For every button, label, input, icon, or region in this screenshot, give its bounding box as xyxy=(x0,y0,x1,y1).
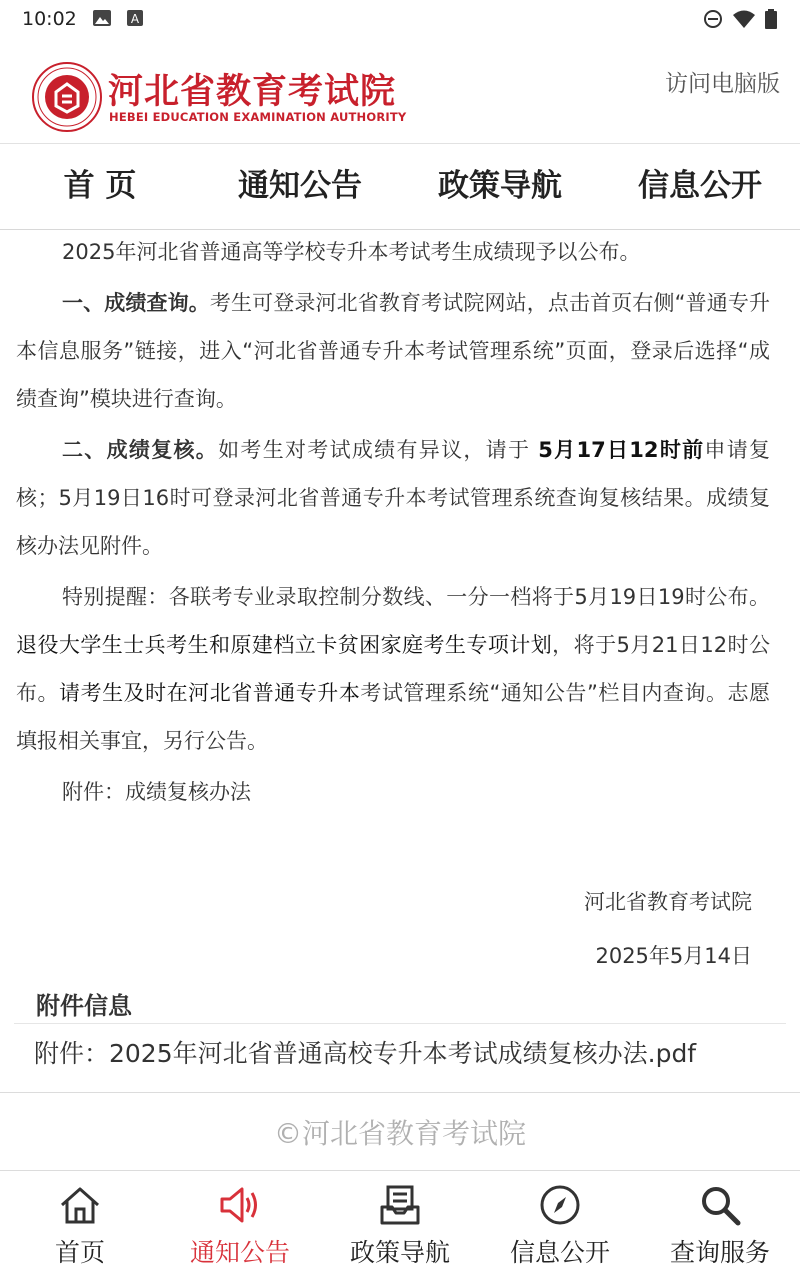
svg-text:A: A xyxy=(130,12,140,26)
article-signature: 河北省教育考试院 xyxy=(584,890,752,914)
attachments-title: 附件信息 xyxy=(36,992,132,1020)
top-nav-info[interactable]: 信息公开 xyxy=(638,168,762,204)
tab-policy[interactable] xyxy=(320,1171,480,1280)
tab-label: 查询服务 xyxy=(669,1238,770,1267)
reminder-text: 特别提醒：各联考专业录取控制分数线、一分一档将于5月19日19时公布。 xyxy=(62,585,770,609)
top-nav-policy[interactable]: 政策导航 xyxy=(438,168,562,204)
logo-emblem-icon[interactable] xyxy=(32,62,102,132)
top-nav xyxy=(0,144,800,230)
home-icon xyxy=(58,1183,102,1227)
tab-label: 信息公开 xyxy=(509,1238,610,1267)
reminder-text: 请考生及时在河北省普通专升本 xyxy=(59,681,361,705)
tab-label: 通知公告 xyxy=(189,1238,290,1267)
top-nav-notices[interactable]: 通知公告 xyxy=(238,168,362,204)
do-not-disturb-icon xyxy=(702,9,724,29)
site-header xyxy=(0,36,800,144)
article-attachment-note: 附件：成绩复核办法 xyxy=(62,780,251,804)
compass-icon xyxy=(538,1183,582,1227)
search-icon xyxy=(698,1183,742,1227)
tab-label: 首页 xyxy=(54,1238,105,1267)
status-time: 10:02 xyxy=(22,8,77,30)
article-body xyxy=(16,228,770,819)
section-text: 如考生对考试成绩有异议，请于 xyxy=(218,438,531,462)
battery-icon xyxy=(764,9,778,29)
logo-title[interactable]: 河北省教育考试院 xyxy=(108,72,397,112)
wifi-icon xyxy=(732,9,756,29)
copyright-footer: ©河北省教育考试院 xyxy=(273,1117,526,1150)
logo-subtitle: HEBEI EDUCATION EXAMINATION AUTHORITY xyxy=(109,110,407,124)
tab-home[interactable] xyxy=(0,1171,160,1280)
bottom-tab-bar xyxy=(0,1170,800,1280)
article-special-reminder xyxy=(16,573,770,765)
visit-desktop-link[interactable]: 访问电脑版 xyxy=(665,71,780,97)
tab-search[interactable] xyxy=(640,1171,800,1280)
status-bar xyxy=(0,0,800,36)
section-text: 申请复核；5月19日16时可登录河北省普通专升本考试管理系统查询复核结果。成绩复核办法见附件。 xyxy=(16,438,771,558)
section-heading: 一、成绩查询。 xyxy=(62,291,210,315)
divider xyxy=(0,1092,800,1093)
article-date: 2025年5月14日 xyxy=(595,944,752,968)
article-intro: 2025年河北省普通高等学校专升本考试考生成绩现予以公布。 xyxy=(62,240,641,264)
inbox-doc-icon xyxy=(378,1183,422,1227)
article-section-score-review xyxy=(16,426,770,570)
divider xyxy=(14,1023,786,1024)
tab-info[interactable] xyxy=(480,1171,640,1280)
reminder-special-plan: 退役大学生士兵考生和原建档立卡贫困家庭考生专项计划 xyxy=(16,633,553,657)
section-text: 考生可登录河北省教育考试院网站，点击首页右侧“普通专升本信息服务”链接，进入“河北省普通专升本考试管理系统”页面，登录后选择“成绩查询”模块进行查询。 xyxy=(16,291,770,411)
reminder-text: 考试管理系统“通知公告”栏目内查询。志愿填报相关事宜，另行公告。 xyxy=(16,681,770,753)
top-nav-home[interactable]: 首 页 xyxy=(63,168,137,204)
attachment-pdf-link[interactable]: 附件：2025年河北省普通高校专升本考试成绩复核办法.pdf xyxy=(34,1039,697,1068)
image-notification-icon xyxy=(92,9,112,27)
speaker-icon xyxy=(218,1183,262,1227)
section-heading: 二、成绩复核。 xyxy=(62,438,219,462)
tab-notices[interactable] xyxy=(160,1171,320,1280)
tab-label: 政策导航 xyxy=(349,1238,450,1267)
review-deadline: 5月17日12时前 xyxy=(538,438,705,462)
font-notification-icon xyxy=(126,9,144,27)
article-section-score-query xyxy=(16,279,770,423)
reminder-text: ，将于5月21日12时公布。 xyxy=(16,633,770,705)
